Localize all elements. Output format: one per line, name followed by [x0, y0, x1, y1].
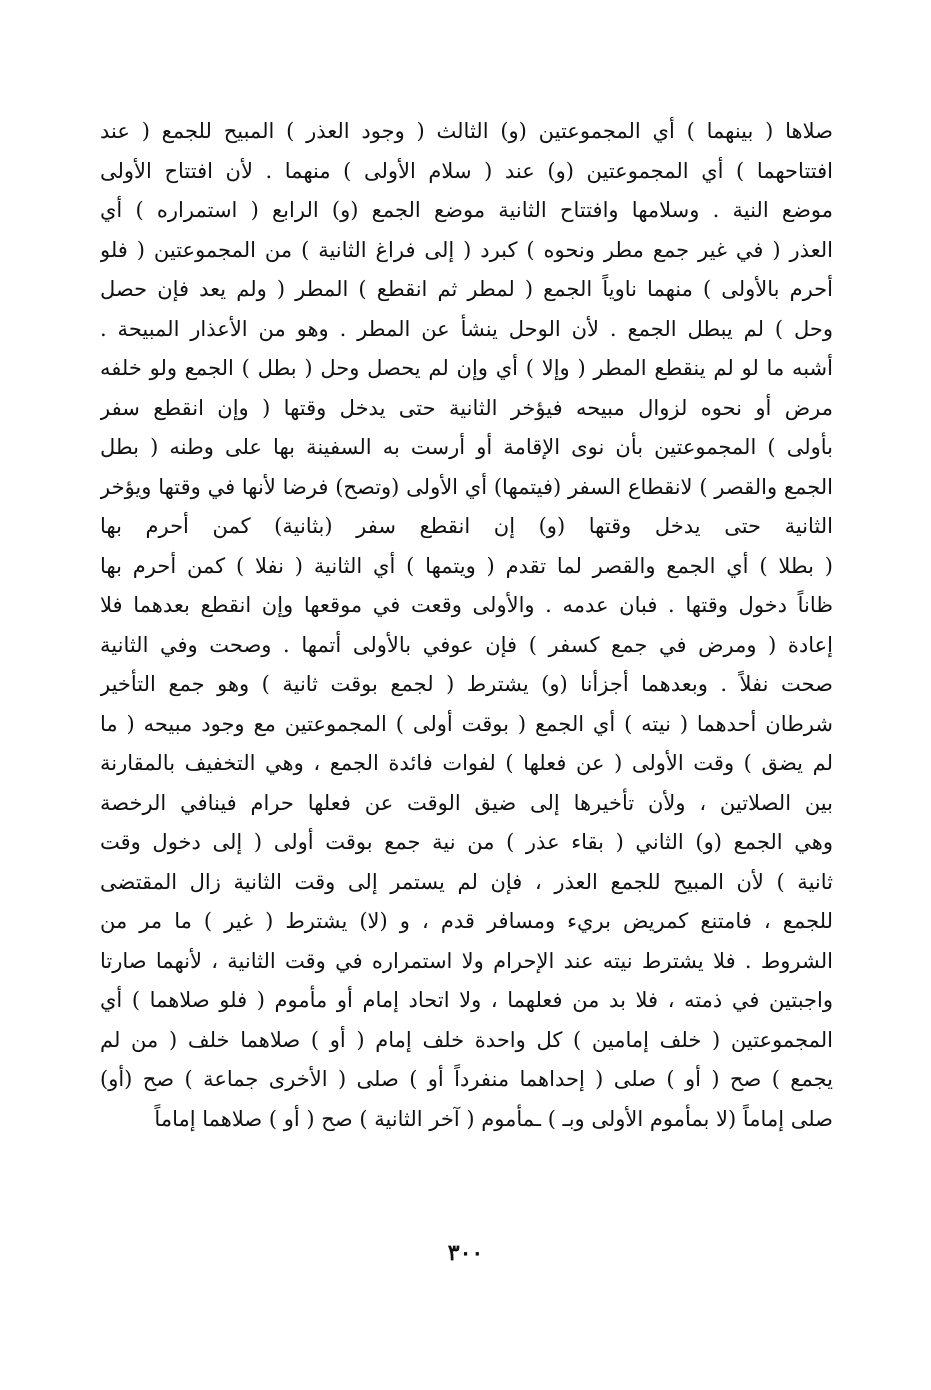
text-line-8: مرض أو نحوه لزوال مبيحه فيؤخر الثانية حتى يدخل وقتها ( وإن انقطع سفر: [100, 395, 833, 420]
text-line-19: وهي الجمع (و) الثاني ( بقاء عذر ) من نية جمع بوقت أولى ( إلى دخول وقت: [100, 830, 833, 854]
text-line-6: وحل ) لم يبطل الجمع . لأن الوحل ينشأ عن المطر . وهو من الأعذار المبيحة .: [100, 316, 833, 341]
text-line-1: صلاها ( بينهما ) أي المجموعتين (و) الثالث ( وجود العذر ) المبيح للجمع ( عند: [100, 119, 833, 143]
text-line-22: الشروط . فلا يشترط نيته عند الإحرام ولا استمراره في وقت الثانية ، لأنهما صارتا: [100, 948, 833, 973]
text-line-13: ظاناً دخول وقتها . فبان عدمه . والأولى وقعت في موقعها وإن انقطع بعدهما فلا: [100, 593, 833, 617]
text-line-5: أحرم بالأولى ) منهما ناوياً الجمع ( لمطر ثم انقطع ) المطر ( ولم يعد فإن حصل: [100, 277, 833, 301]
text-line-14: إعادة ( ومرض في جمع كسفر ) فإن عوفي بالأولى أتمها . وصحت وفي الثانية: [100, 632, 833, 657]
body-text: [100, 112, 833, 1139]
text-line-3: موضع النية . وسلامها وافتتاح الثانية موضع الجمع (و) الرابع ( استمراره ) أي: [100, 198, 833, 222]
text-line-25: يجمع ) صح ( أو ) صلى ( إحداهما منفرداً أو ) صلى ( الأخرى جماعة ) صح (أو): [100, 1067, 833, 1091]
text-line-10: الجمع والقصر ) لانقطاع السفر (فيتمها) أي الأولى (وتصح) فرضا لأنها في وقتها ويؤخر: [100, 474, 833, 499]
text-line-20: ثانية ) لأن المبيح للجمع العذر ، فإن لم يستمر إلى وقت الثانية زال المقتضى: [100, 869, 833, 894]
text-line-9: بأولى ) المجموعتين بأن نوى الإقامة أو أرست به السفينة بها على وطنه ( بطل: [100, 435, 833, 459]
text-line-23: واجبتين في ذمته ، فلا بد من فعلهما ، ولا اتحاد إمام أو مأموم ( فلو صلاهما ) أي: [100, 988, 833, 1012]
text-line-4: العذر ( في غير جمع مطر ونحوه ) كبرد ( إلى فراغ الثانية ) من المجموعتين ( فلو: [100, 237, 833, 262]
text-line-18: بين الصلاتين ، ولأن تأخيرها إلى ضيق الوقت عن فعلها حرام فينافي الرخصة: [100, 790, 833, 815]
text-line-26: صلى إماماً (لا بمأموم الأولى وبـ ) ـمأموم ( آخر الثانية ) صح ( أو ) صلاهما إماماً: [154, 1106, 833, 1131]
text-line-15: صحت نفلاً . وبعدهما أجزأنا (و) يشترط ( لجمع بوقت ثانية ) وهو جمع التأخير: [100, 672, 833, 696]
text-line-2: افتتاحهما ) أي المجموعتين (و) عند ( سلام الأولى ) منهما . لأن افتتاح الأولى: [100, 158, 833, 183]
text-line-24: المجموعتين ( خلف إمامين ) كل واحدة خلف إمام ( أو ) صلاهما خلف ( من لم: [100, 1027, 833, 1052]
text-line-17: لم يضق ) وقت الأولى ( عن فعلها ) لفوات فائدة الجمع ، وهي التخفيف بالمقارنة: [100, 751, 833, 775]
text-line-11: الثانية حتى يدخل وقتها (و) إن انقطع سفر (بثانية) كمن أحرم بها: [100, 514, 833, 538]
text-line-21: للجمع ، فامتنع كمريض بريء ومسافر قدم ، و (لا) يشترط ( غير ) ما مر من: [100, 909, 833, 933]
text-line-16: شرطان أحدهما ( نيته ) أي الجمع ( بوقت أولى ) المجموعتين مع وجود مبيحه ( ما: [100, 711, 833, 736]
text-line-7: أشبه ما لو لم ينقطع المطر ( وإلا ) أي وإن لم يحصل وحل ( بطل ) الجمع ولو خلفه: [100, 356, 833, 380]
text-line-12: ( بطلا ) أي الجمع والقصر لما تقدم ( ويتمها ) أي الثانية ( نفلا ) كمن أحرم بها: [100, 553, 833, 578]
page-number: ٣٠٠: [447, 1240, 484, 1266]
